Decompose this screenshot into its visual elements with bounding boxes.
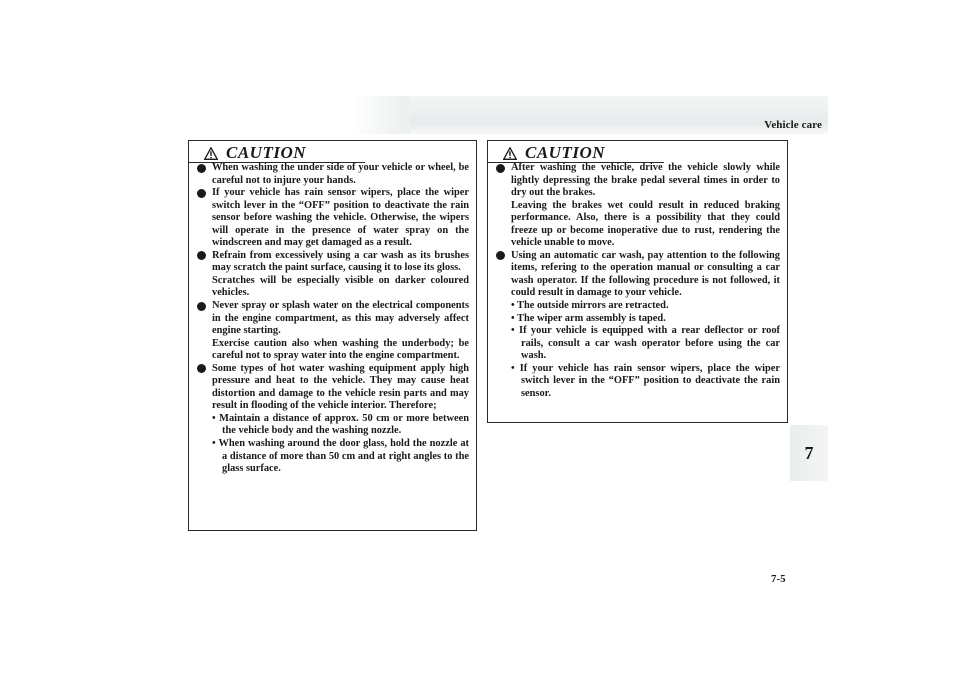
caution-body [494, 162, 780, 400]
warning-triangle-icon [204, 147, 218, 160]
caution-subitem: • Maintain a distance of approx. 50 cm or more between the vehicle body and the washing nozzle. [212, 412, 469, 437]
caution-item [195, 300, 469, 363]
section-title: Vehicle care [764, 119, 822, 131]
caution-subitem: • The outside mirrors are retracted. [511, 300, 669, 312]
bullet-icon [197, 164, 206, 173]
caution-heading [189, 141, 339, 163]
bullet-icon [197, 189, 206, 198]
caution-text: When washing the under side of your vehicle or wheel, be careful not to injure your hands. [212, 162, 469, 186]
page-header [410, 96, 828, 134]
caution-text: Exercise caution also when washing the underbody; be careful not to spray water into the engine compartment. [212, 337, 469, 362]
bullet-icon [197, 251, 206, 260]
chapter-tab [790, 425, 828, 481]
caution-text: Refrain from excessively using a car wash as its brushes may scratch the paint surface, causing it to lose its gloss. [212, 249, 469, 274]
caution-box-right [487, 140, 788, 423]
caution-subitem: • If your vehicle has rain sensor wipers, place the wiper switch lever in the “OFF” position to deactivate the rain sensor. [511, 362, 780, 399]
bullet-icon [496, 164, 505, 173]
caution-text: If your vehicle has rain sensor wipers, place the wiper switch lever in the “OFF” position to deactivate the rain sensor before washing the vehicle. Otherwise, the wipers will operate in the presence of water spray on the windscreen and may get damaged as a result. [212, 187, 469, 249]
caution-item [195, 187, 469, 250]
caution-body [195, 162, 469, 476]
bullet-icon [197, 302, 206, 311]
caution-title: CAUTION [226, 143, 307, 162]
caution-subitem: • When washing around the door glass, hold the nozzle at a distance of more than 50 cm and at right angles to the glass surface. [212, 438, 469, 475]
caution-text: Leaving the brakes wet could result in reduced braking performance. Also, there is a possibility that they could freeze up or become inoperative due to rust, rendering the vehicle unable to move. [511, 199, 780, 249]
caution-heading [488, 141, 638, 163]
caution-title: CAUTION [525, 143, 606, 162]
chapter-number: 7 [804, 442, 814, 463]
caution-text: Using an automatic car wash, pay attention to the following items, refering to the operation manual or consulting a car wash operator. If the following procedure is not followed, it could result in damage to your vehicle. [511, 249, 780, 299]
caution-item [494, 250, 780, 401]
caution-box-left [188, 140, 477, 531]
warning-triangle-icon [503, 147, 517, 160]
caution-item [494, 162, 780, 250]
caution-text: After washing the vehicle, drive the vehicle slowly while lightly depressing the brake pedal several times in order to dry out the brakes. [511, 162, 780, 199]
bullet-icon [496, 251, 505, 260]
caution-item [195, 250, 469, 300]
page-number: 7-5 [771, 573, 786, 585]
caution-text: Scratches will be especially visible on darker coloured vehicles. [212, 274, 469, 299]
caution-subitem: • If your vehicle is equipped with a rear deflector or roof rails, consult a car wash operator before using the car wash. [511, 325, 780, 362]
caution-item [195, 363, 469, 476]
caution-text: Some types of hot water washing equipment apply high pressure and heat to the vehicle. They may cause heat distortion and damage to the vehicle resin parts and may result in flooding of the vehicle interior. Therefore; [212, 362, 469, 412]
caution-item [195, 162, 469, 187]
caution-text: Never spray or splash water on the electrical components in the engine compartment, as this may adversely affect engine starting. [212, 300, 469, 337]
bullet-icon [197, 364, 206, 373]
caution-subitem: • The wiper arm assembly is taped. [511, 312, 666, 324]
